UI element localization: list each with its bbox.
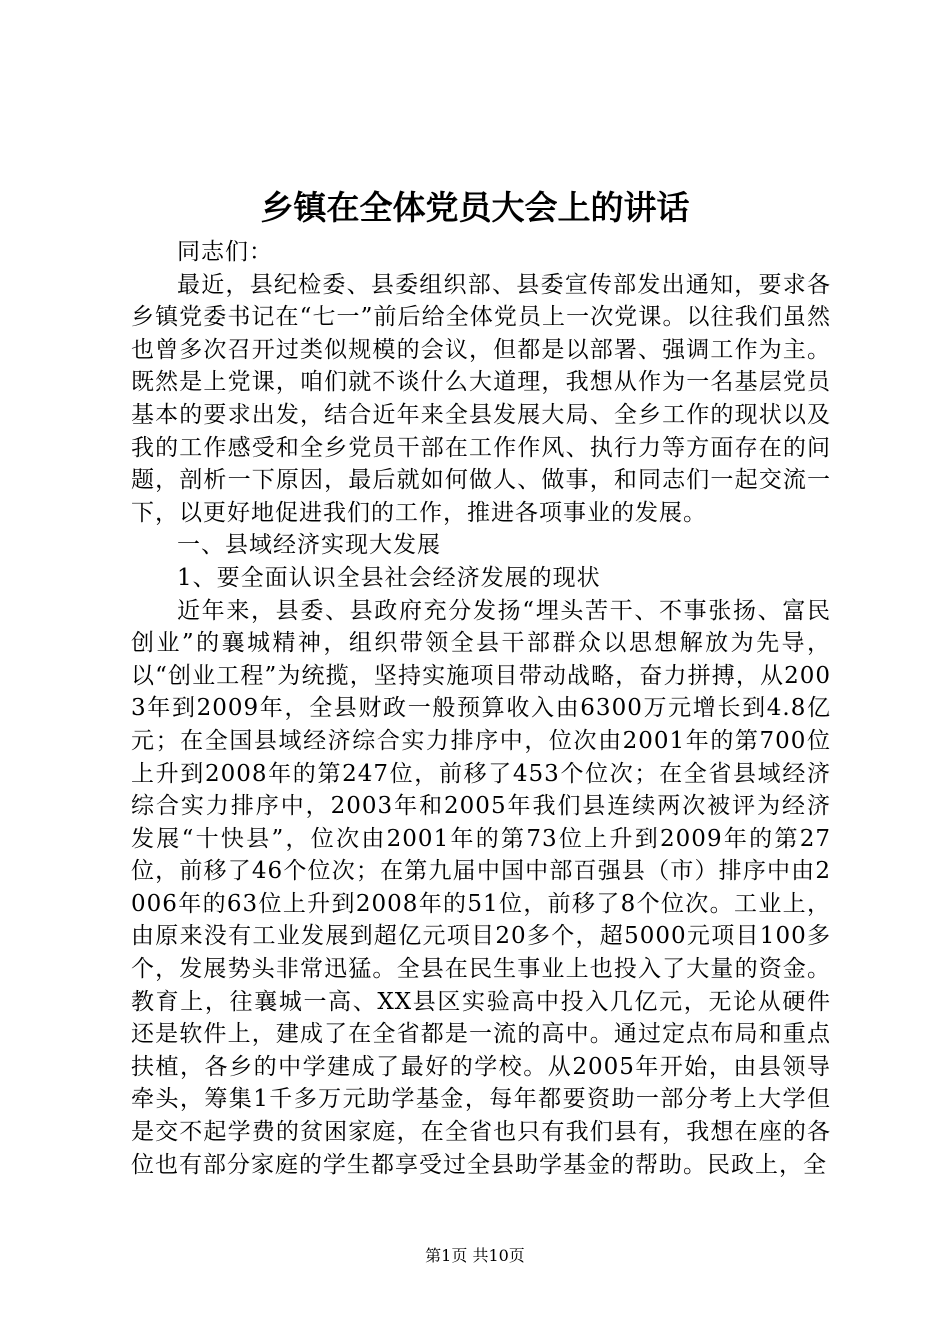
page-footer: 第1页 共10页 [425, 1246, 525, 1265]
subsection-heading: 1、要全面认识全县社会经济发展的现状 [177, 564, 601, 591]
document-title: 乡镇在全体党员大会上的讲话 [260, 188, 690, 227]
salutation-paragraph: 同志们： [177, 239, 273, 265]
section-heading: 一、县域经济实现大发展 [177, 532, 441, 559]
body-paragraph: 近年来，县委、县政府充分发扬“埋头苦干、不事张扬、富民创业”的襄城精神，组织带领全县干部群众以思想解放为先导，以“创业工程”为统揽，坚持实施项目带动战略，奋力拼搏，从2003年到2009年，全县财政一般预算收入由6300万元增长到4.8亿元；在全国县域经济综合实力排序中，位次由2001年的第700位上升到2008年的第247位，前移了453个位次；在全省县域经济综合实力排序中，2003年和2005年我们县连续两次被评为经济发展“十快县”，位次由2001年的第73位上升到2009年的第27位，前移了46个位次；在第九届中国中部百强县（市）排序中由2006年的63位上升到2008年的51位，前移了8个位次。工业上，由原来没有工业发展到超亿元项目20多个，超5000元项目100多个，发展势头非常迅猛。全县在民生事业上也投入了大量的资金。教育上，往襄城一高、XX县区实验高中投入几亿元，无论从硬件还是软件上，建成了在全省都是一流的高中。通过定点布局和重点扶植，各乡的中学建成了最好的学校。从2005年开始，由县领导牵头，筹集1千多万元助学基金，每年都要资助一部分考上大学但是交不起学费的贫困家庭，在全省也只有我们县有，我想在座的各位也有部分家庭的学生都享受过全县助学基金的帮助。民政上，全 [131, 597, 831, 1178]
document-body [131, 236, 831, 1181]
intro-paragraph: 最近，县纪检委、县委组织部、县委宣传部发出通知，要求各乡镇党委书记在“七一”前后给全体党员上一次党课。以往我们虽然也曾多次召开过类似规模的会议，但都是以部署、强调工作为主。既然是上党课，咱们就不谈什么大道理，我想从作为一名基层党员基本的要求出发，结合近年来全县发展大局、全乡工作的现状以及我的工作感受和全乡党员干部在工作作风、执行力等方面存在的问题，剖析一下原因，最后就如何做人、做事，和同志们一起交流一下，以更好地促进我们的工作，推进各项事业的发展。 [131, 271, 831, 526]
